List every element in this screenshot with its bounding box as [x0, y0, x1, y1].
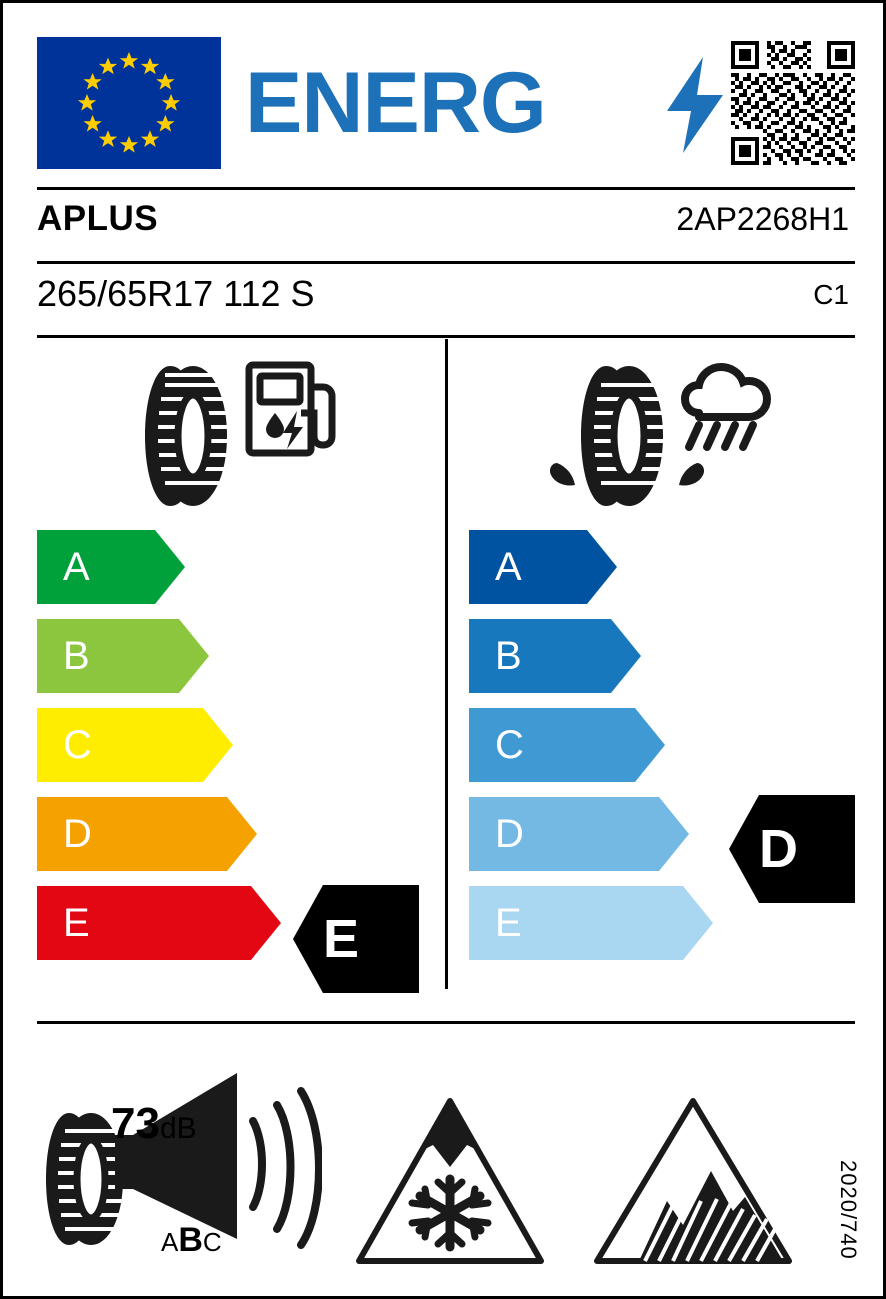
noise-number: 73 [111, 1099, 160, 1148]
qr-code-icon [731, 41, 855, 165]
grade-letter: D [495, 812, 524, 856]
grade-letter: E [495, 901, 522, 945]
noise-unit: dB [159, 1112, 197, 1145]
label-header [37, 37, 855, 169]
grade-letter: A [63, 545, 90, 589]
grade-row [37, 797, 92, 871]
vertical-divider [445, 339, 448, 989]
fuel-grade-d [37, 797, 92, 871]
grade-letter: D [63, 812, 92, 856]
brand-name: APLUS [37, 199, 159, 238]
noise-class-row [161, 1221, 222, 1260]
grade-letter: B [63, 634, 90, 678]
wet-grade-c [469, 708, 524, 782]
grade-letter: B [495, 634, 522, 678]
tyre-rain-cloud-icon [533, 351, 788, 521]
eu-flag-icon [37, 37, 221, 169]
wet-result-badge [729, 795, 855, 903]
grade-row [469, 708, 524, 782]
grade-letter: A [495, 545, 522, 589]
grade-row [469, 797, 524, 871]
tyre-size: 265/65R17 112 S [37, 273, 315, 314]
regulation-code: 2020/740 [836, 1160, 861, 1260]
fuel-grade-b [37, 619, 92, 693]
grade-row [469, 619, 524, 693]
fuel-grade-c [37, 708, 92, 782]
divider-line [37, 187, 855, 190]
tyre-fuel-pump-icon [125, 351, 345, 521]
wet-grade-d [469, 797, 524, 871]
noise-class-a: A [161, 1227, 179, 1257]
noise-class-b-selected: B [178, 1221, 203, 1259]
grade-row [37, 708, 92, 782]
wet-result-letter: D [759, 819, 798, 879]
grade-row [469, 886, 524, 960]
divider-line [37, 261, 855, 264]
lightning-bolt-icon [665, 57, 725, 153]
noise-class-c: C [202, 1227, 222, 1257]
divider-line [37, 335, 855, 338]
fuel-efficiency-scale [37, 530, 92, 975]
grade-letter: C [63, 723, 92, 767]
three-peak-mountain-snowflake-icon [355, 1093, 545, 1268]
grade-row [37, 530, 92, 604]
grade-letter: C [495, 723, 524, 767]
divider-line [37, 1021, 855, 1024]
grade-letter: E [63, 901, 90, 945]
tyre-class: C1 [813, 279, 849, 310]
wet-grade-e [469, 886, 524, 960]
model-code: 2AP2268H1 [676, 201, 849, 237]
wet-grade-a [469, 530, 524, 604]
grade-row [37, 619, 92, 693]
fuel-result-badge [293, 885, 419, 993]
grade-row [469, 530, 524, 604]
wet-grade-b [469, 619, 524, 693]
energy-wordmark: ENERG [245, 55, 546, 151]
noise-value [111, 1099, 197, 1149]
fuel-grade-a [37, 530, 92, 604]
fuel-grade-e [37, 886, 92, 960]
wet-grip-scale [469, 530, 524, 975]
fuel-result-letter: E [323, 909, 360, 969]
ice-grip-mountain-icon [593, 1093, 793, 1268]
grade-row [37, 886, 92, 960]
